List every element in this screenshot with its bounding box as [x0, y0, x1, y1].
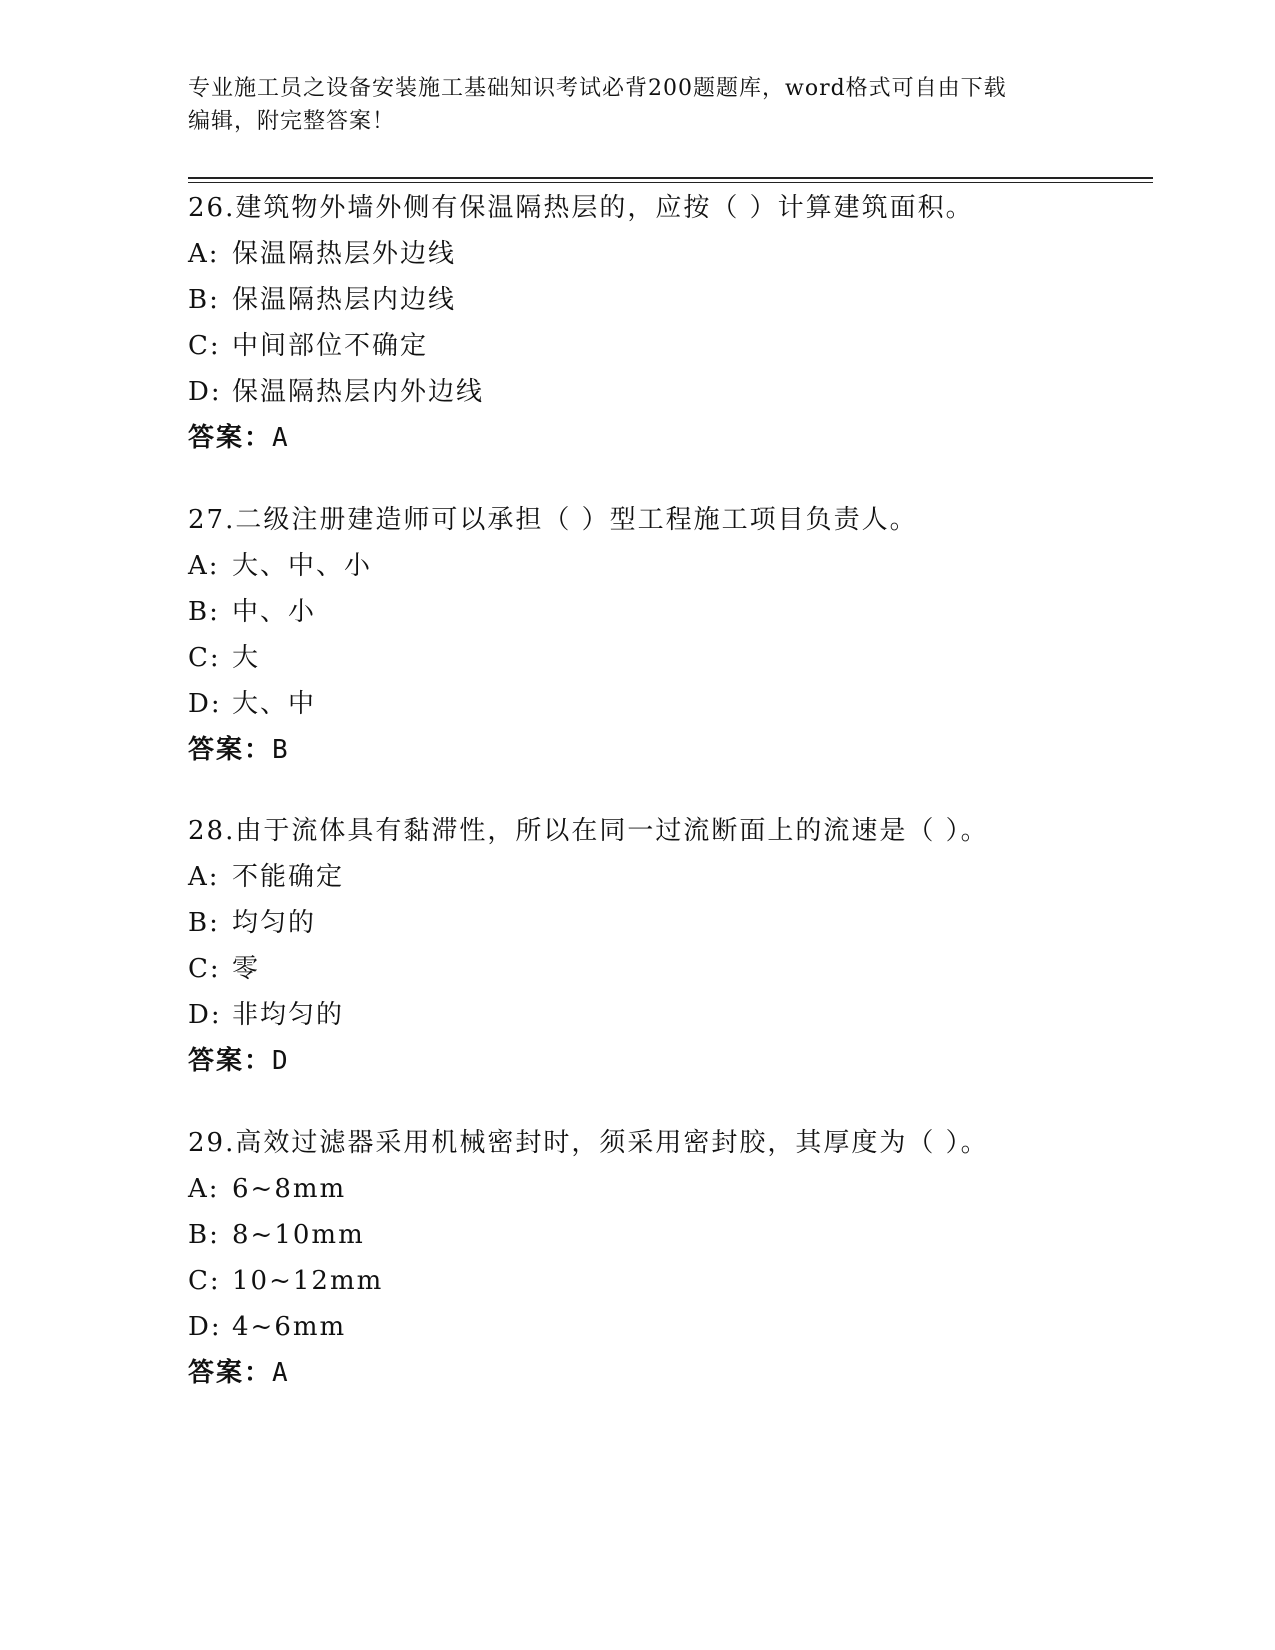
option-text: 保温隔热层内边线 — [232, 285, 457, 315]
question-stem: 26.建筑物外墙外侧有保温隔热层的，应按（ ）计算建筑面积。 — [188, 193, 974, 223]
option-a — [188, 231, 1148, 277]
option-a — [188, 854, 1148, 900]
question-29 — [188, 1120, 1148, 1396]
option-d — [188, 681, 1148, 727]
question-stem: 27.二级注册建造师可以承担（ ）型工程施工项目负责人。 — [188, 505, 918, 535]
option-letter: A: — [188, 1174, 220, 1204]
option-text: 保温隔热层内外边线 — [232, 377, 485, 407]
answer-value: A — [272, 1358, 290, 1388]
answer-label: 答案： — [188, 1046, 273, 1076]
option-letter: A: — [188, 239, 220, 269]
option-text: 非均匀的 — [232, 1000, 345, 1030]
question-27 — [188, 497, 1148, 773]
option-d — [188, 1304, 1148, 1350]
option-letter: B: — [188, 1220, 220, 1250]
answer-label: 答案： — [188, 735, 273, 765]
answer-line — [188, 415, 1148, 461]
header-divider-thin — [188, 182, 1153, 183]
option-text: 零 — [232, 954, 261, 984]
option-letter: B: — [188, 285, 220, 315]
option-b — [188, 277, 1148, 323]
option-letter: D: — [188, 377, 222, 407]
option-letter: D: — [188, 689, 222, 719]
answer-value: B — [272, 735, 290, 765]
answer-label: 答案： — [188, 1358, 273, 1388]
answer-value: A — [272, 423, 290, 453]
option-text: 大 — [232, 643, 261, 673]
option-letter: A: — [188, 551, 220, 581]
option-c — [188, 635, 1148, 681]
option-c — [188, 323, 1148, 369]
option-letter: B: — [188, 597, 220, 627]
option-text: 保温隔热层外边线 — [232, 239, 457, 269]
option-letter: D: — [188, 1000, 222, 1030]
option-text: 中间部位不确定 — [232, 331, 429, 361]
answer-value: D — [272, 1046, 290, 1076]
option-b — [188, 900, 1148, 946]
header-title-line-2: 编辑，附完整答案！ — [188, 109, 396, 134]
answer-line — [188, 727, 1148, 773]
option-text: 4~6mm — [232, 1312, 347, 1342]
option-d — [188, 369, 1148, 415]
option-letter: C: — [188, 331, 221, 361]
answer-label: 答案： — [188, 423, 273, 453]
option-text: 10~12mm — [232, 1266, 384, 1296]
option-a — [188, 1166, 1148, 1212]
option-text: 不能确定 — [232, 862, 345, 892]
option-letter: A: — [188, 862, 220, 892]
option-text: 6~8mm — [232, 1174, 347, 1204]
option-letter: C: — [188, 643, 221, 673]
question-stem: 28.由于流体具有黏滞性，所以在同一过流断面上的流速是（ ）。 — [188, 816, 989, 846]
question-28 — [188, 808, 1148, 1084]
option-text: 中、小 — [232, 597, 317, 627]
option-c — [188, 1258, 1148, 1304]
question-26 — [188, 185, 1148, 461]
option-letter: C: — [188, 1266, 221, 1296]
option-letter: D: — [188, 1312, 222, 1342]
option-b — [188, 1212, 1148, 1258]
option-text: 大、中、小 — [232, 551, 373, 581]
option-letter: C: — [188, 954, 221, 984]
question-stem: 29.高效过滤器采用机械密封时，须采用密封胶，其厚度为（ ）。 — [188, 1128, 989, 1158]
option-a — [188, 543, 1148, 589]
option-text: 大、中 — [232, 689, 317, 719]
option-text: 均匀的 — [232, 908, 317, 938]
answer-line — [188, 1350, 1148, 1396]
option-letter: B: — [188, 908, 220, 938]
answer-line — [188, 1038, 1148, 1084]
header-divider-thick — [188, 177, 1153, 179]
option-d — [188, 992, 1148, 1038]
option-c — [188, 946, 1148, 992]
header-title-line-1: 专业施工员之设备安装施工基础知识考试必背200题题库，word格式可自由下载 — [188, 76, 1007, 101]
option-b — [188, 589, 1148, 635]
document-header — [188, 72, 1068, 138]
option-text: 8~10mm — [232, 1220, 365, 1250]
